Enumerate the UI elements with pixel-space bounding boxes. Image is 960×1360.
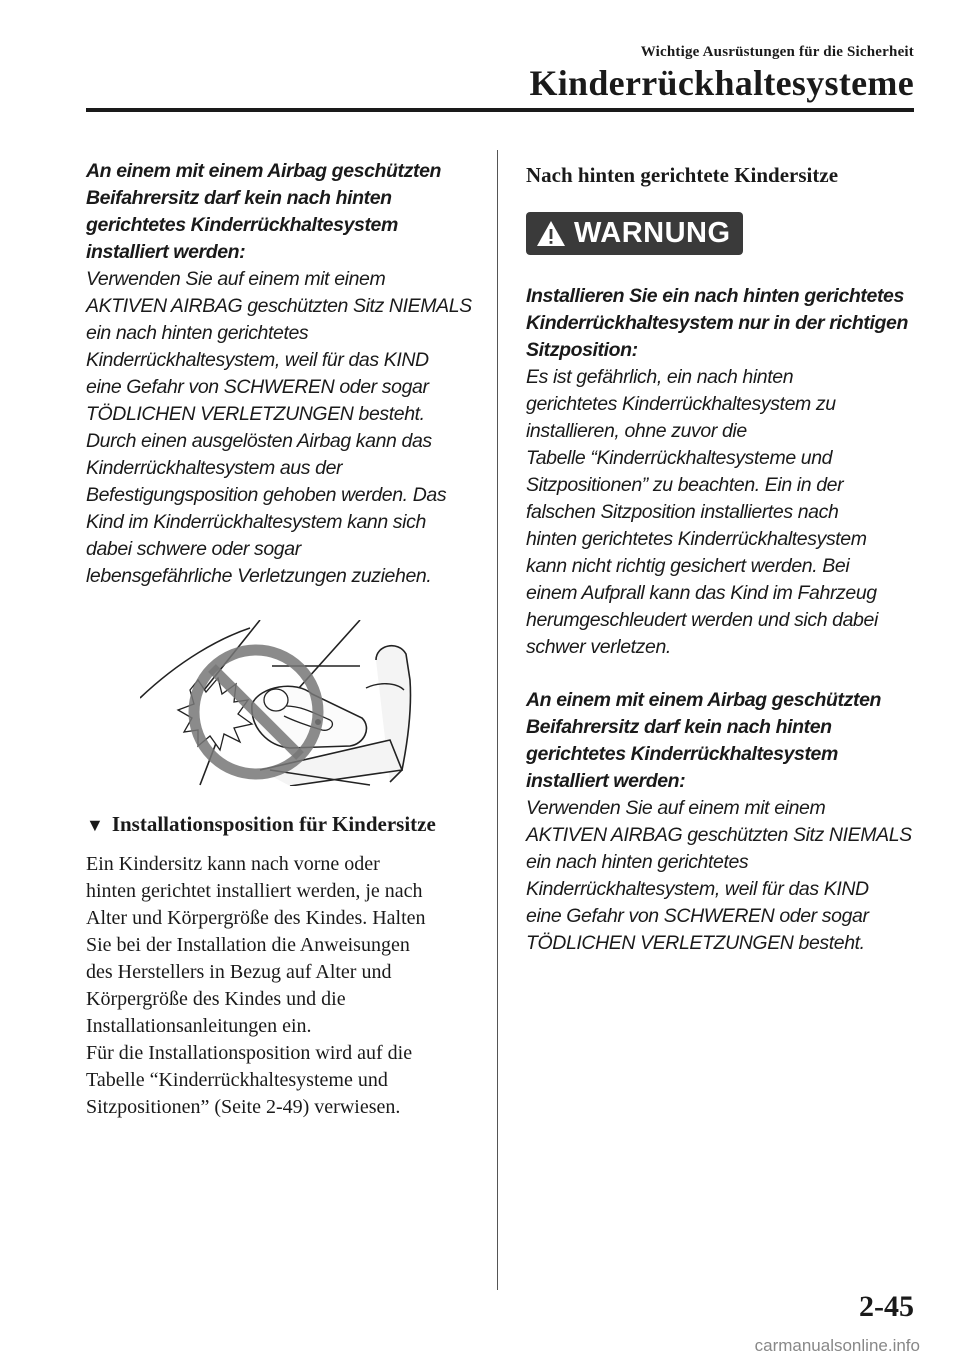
airbag-prohibition-figure bbox=[140, 620, 422, 786]
warning-body-line: schwer verletzen. bbox=[526, 636, 671, 658]
warning-label: WARNUNG bbox=[574, 217, 731, 249]
warning-heading-line: Beifahrersitz darf kein nach hinten bbox=[526, 716, 832, 738]
warning-body-left bbox=[86, 266, 478, 590]
windshield-line bbox=[290, 620, 360, 698]
baby-head bbox=[264, 689, 288, 711]
warning-block-2 bbox=[526, 687, 918, 957]
warning-body-line: installieren, ohne zuvor die bbox=[526, 420, 747, 442]
warning-body-line: Kinderrückhaltesystem, weil für das KIND bbox=[526, 878, 869, 900]
warning-body-line: lebensgefährliche Verletzungen zuziehen. bbox=[86, 565, 432, 587]
body-line: Für die Installationsposition wird auf die bbox=[86, 1042, 413, 1064]
warning-body-line: Sitzpositionen” zu beachten. Ein in der bbox=[526, 474, 844, 496]
warning-heading-line: Sitzposition: bbox=[526, 339, 638, 361]
warning-body-line: falschen Sitzposition installiertes nach bbox=[526, 501, 839, 523]
warning-body-right-2 bbox=[526, 795, 918, 957]
section-subheading bbox=[86, 812, 478, 837]
warning-heading-right bbox=[526, 283, 918, 364]
warning-heading-left bbox=[86, 158, 478, 266]
warning-heading-line: Beifahrersitz darf kein nach hinten bbox=[86, 187, 392, 209]
body-line: Sie bei der Installation die Anweisungen bbox=[86, 934, 410, 956]
installation-paragraph bbox=[86, 851, 478, 1121]
watermark: carmanualsonline.info bbox=[754, 1336, 920, 1355]
subheading-text: Installationsposition für Kindersitze bbox=[111, 812, 436, 836]
warning-triangle-icon bbox=[536, 220, 566, 247]
warning-body-line: TÖDLICHEN VERLETZUNGEN besteht. bbox=[526, 932, 865, 954]
body-line: hinten gerichtet installiert werden, je nach bbox=[86, 880, 423, 902]
warning-body-line: hinten gerichtetes Kinderrückhaltesystem bbox=[526, 528, 867, 550]
warning-body-line: einem Aufprall kann das Kind im Fahrzeug bbox=[526, 582, 877, 604]
warning-body-line: Es ist gefährlich, ein nach hinten bbox=[526, 366, 794, 388]
warning-heading-line: Installieren Sie ein nach hinten gerichtetes bbox=[526, 285, 904, 307]
rear-facing-heading: Nach hinten gerichtete Kindersitze bbox=[526, 163, 839, 187]
warning-block-1 bbox=[526, 283, 918, 661]
warning-body-line: Kind im Kinderrückhaltesystem kann sich bbox=[86, 511, 426, 533]
airbag-child-seat-illustration bbox=[140, 620, 422, 786]
warning-heading-line: gerichtetes Kinderrückhaltesystem bbox=[526, 743, 838, 765]
warning-body-line: TÖDLICHEN VERLETZUNGEN besteht. bbox=[86, 403, 425, 425]
page-title: Kinderrückhaltesysteme bbox=[529, 63, 914, 103]
warning-heading-line: An einem mit einem Airbag geschützten bbox=[86, 160, 442, 182]
warning-body-line: ein nach hinten gerichtetes bbox=[526, 851, 749, 873]
body-line: Ein Kindersitz kann nach vorne oder bbox=[86, 853, 380, 875]
warning-body-line: Befestigungsposition gehoben werden. Das bbox=[86, 484, 447, 506]
warning-body-line: AKTIVEN AIRBAG geschützten Sitz NIEMALS bbox=[526, 824, 912, 846]
warning-heading-line: An einem mit einem Airbag geschützten bbox=[526, 689, 882, 711]
header-rule bbox=[86, 108, 914, 112]
warning-body-line: gerichtetes Kinderrückhaltesystem zu bbox=[526, 393, 836, 415]
body-line: Alter und Körpergröße des Kindes. Halten bbox=[86, 907, 426, 929]
warning-heading-line: Kinderrückhaltesystem nur in der richtigen bbox=[526, 312, 908, 334]
warning-body-line: dabei schwere oder sogar bbox=[86, 538, 301, 560]
warning-heading-right-2 bbox=[526, 687, 918, 795]
warning-body-line: eine Gefahr von SCHWEREN oder sogar bbox=[86, 376, 429, 398]
left-column bbox=[86, 158, 478, 1121]
triangle-down-icon: ▼ bbox=[86, 814, 104, 835]
body-line: des Herstellers in Bezug auf Alter und bbox=[86, 961, 392, 983]
warning-body-line: Durch einen ausgelösten Airbag kann das bbox=[86, 430, 432, 452]
warning-body-line: ein nach hinten gerichtetes bbox=[86, 322, 309, 344]
page-number: 2-45 bbox=[859, 1290, 914, 1323]
warning-body-line: Verwenden Sie auf einem mit einem bbox=[86, 268, 386, 290]
warning-body-line: Verwenden Sie auf einem mit einem bbox=[526, 797, 826, 819]
warning-body-line: kann nicht richtig gesichert werden. Bei bbox=[526, 555, 850, 577]
warning-body-line: Kinderrückhaltesystem, weil für das KIND bbox=[86, 349, 429, 371]
warning-badge bbox=[526, 212, 743, 255]
warning-body-right bbox=[526, 364, 918, 661]
body-line: Sitzpositionen” (Seite 2-49) verwiesen. bbox=[86, 1096, 401, 1118]
body-line: Tabelle “Kinderrückhaltesysteme und bbox=[86, 1069, 388, 1091]
body-line: Installationsanleitungen ein. bbox=[86, 1015, 312, 1037]
warning-heading-line: installiert werden: bbox=[526, 770, 686, 792]
warning-body-line: eine Gefahr von SCHWEREN oder sogar bbox=[526, 905, 869, 927]
right-column bbox=[526, 158, 918, 957]
warning-heading-line: gerichtetes Kinderrückhaltesystem bbox=[86, 214, 398, 236]
warning-body-line: herumgeschleudert werden und sich dabei bbox=[526, 609, 878, 631]
column-divider bbox=[497, 150, 498, 1290]
body-line: Körpergröße des Kindes und die bbox=[86, 988, 346, 1010]
warning-heading-line: installiert werden: bbox=[86, 241, 246, 263]
warning-body-line: Tabelle “Kinderrückhaltesysteme und bbox=[526, 447, 833, 469]
warning-body-line: Kinderrückhaltesystem aus der bbox=[86, 457, 343, 479]
running-header-section: Wichtige Ausrüstungen für die Sicherheit bbox=[640, 44, 914, 60]
warning-body-line: AKTIVEN AIRBAG geschützten Sitz NIEMALS bbox=[86, 295, 472, 317]
